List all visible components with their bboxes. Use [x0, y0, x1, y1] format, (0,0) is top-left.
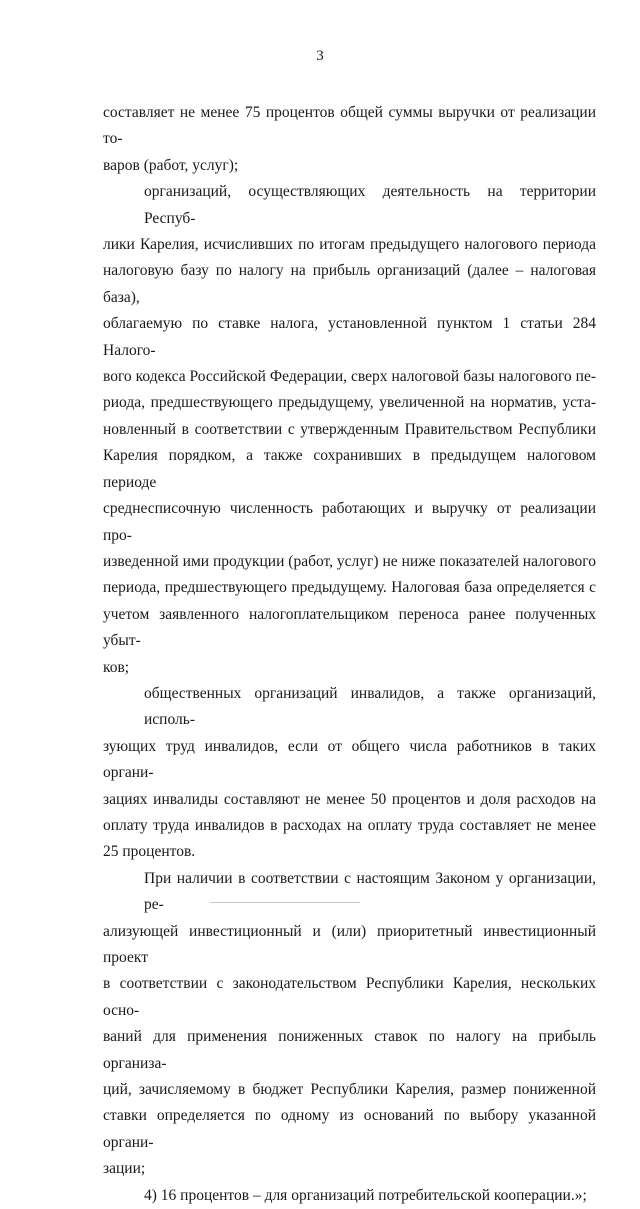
text-line: ставки определяется по одному из оснований по выбору указанной органи- [103, 1107, 596, 1151]
text-line: зации; [103, 1160, 146, 1178]
text-line: облагаемую по ставке налога, установленной пунктом 1 статьи 284 Налого- [103, 315, 596, 359]
text-line: общественных организаций инвалидов, а также организаций, исполь- [144, 684, 596, 729]
document-body [103, 100, 596, 1209]
text-line: При наличии в соответствии с настоящим Законом у организации, ре- [144, 869, 596, 914]
text-line: риода, предшествующего предыдущему, увеличенной на норматив, уста- [103, 394, 596, 412]
text-line: учетом заявленного налогоплательщиком переноса ранее полученных убыт- [103, 605, 596, 650]
text-line: зующих труд инвалидов, если от общего числа работников в таких органи- [103, 737, 596, 782]
text-line: вого кодекса Российской Федерации, сверх налоговой базы налогового пе- [103, 368, 596, 386]
text-line: 25 процентов. [103, 843, 196, 861]
text-line: налоговую базу по налогу на прибыль организаций (далее – налоговая база), [103, 262, 596, 306]
text-line: составляет не менее 75 процентов общей суммы выручки от реализации то- [103, 104, 596, 148]
text-line: ций, зачисляемому в бюджет Республики Карелия, размер пониженной [103, 1081, 596, 1099]
text-line: среднесписочную численность работающих и выручку от реализации про- [103, 500, 596, 544]
scan-edge-line [210, 902, 360, 903]
text-line: ков; [103, 658, 130, 676]
text-line: ваний для применения пониженных ставок по налогу на прибыль организа- [103, 1028, 596, 1072]
text-line: 4) 16 процентов – для организаций потребительской кооперации.»; [144, 1186, 587, 1204]
text-line: периода, предшествующего предыдущему. Налоговая база определяется с [103, 579, 596, 597]
text-line: ализующей инвестиционный и (или) приоритетный инвестиционный проект [103, 922, 596, 966]
text-line: оплату труда инвалидов в расходах на оплату труда составляет не менее [103, 816, 596, 834]
text-line: варов (работ, услуг); [103, 156, 239, 174]
text-line: Карелия порядком, а также сохранивших в предыдущем налоговом периоде [103, 447, 596, 491]
text-line: в соответствии с законодательством Республики Карелия, нескольких осно- [103, 975, 596, 1019]
text-line: изведенной ими продукции (работ, услуг) не ниже показателей налогового [103, 552, 596, 570]
page-number: 3 [316, 48, 324, 64]
text-line: новленный в соответствии с утвержденным Правительством Республики [103, 420, 596, 438]
text-line: организаций, осуществляющих деятельность на территории Респуб- [144, 183, 596, 227]
text-line: лики Карелия, исчисливших по итогам предыдущего налогового периода [103, 236, 596, 254]
text-line: зациях инвалиды составляют не менее 50 процентов и доля расходов на [103, 790, 596, 808]
